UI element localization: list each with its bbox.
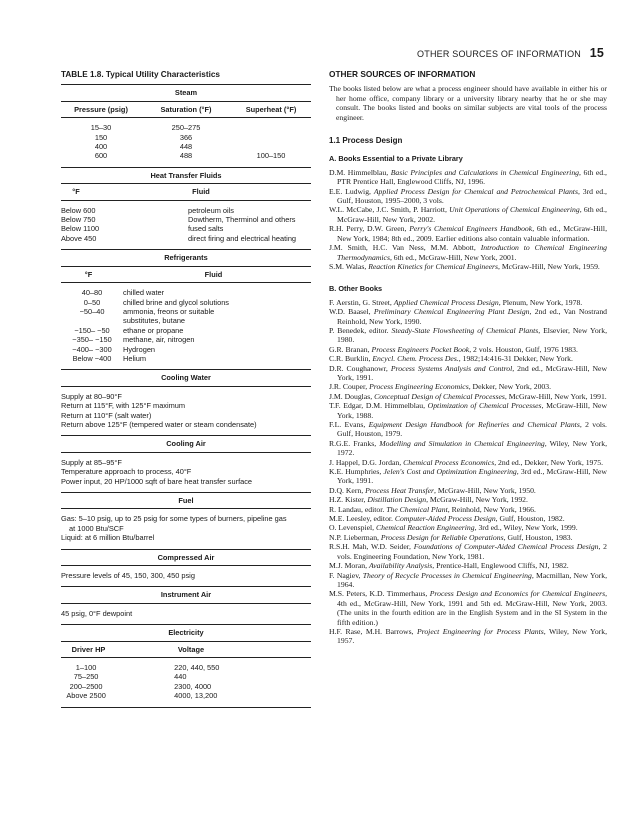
- table-cell: Below 1100: [61, 224, 100, 234]
- cooling-air-heading: Cooling Air: [61, 435, 311, 452]
- table-cell: [231, 133, 311, 142]
- reference-entry: O. Levenspiel, Chemical Reaction Engineering, 3rd ed., Wiley, New York, 1999.: [329, 523, 578, 533]
- reference-entry: J. Happel, D.G. Jordan, Chemical Process Economics, 2nd ed., Dekker, New York, 1975.: [329, 457, 603, 467]
- text-line: Temperature approach to process, 40°F: [61, 467, 192, 477]
- reference-entry: H.F. Rase, M.H. Barrows, Project Engineering for Process Plants, Wiley, New York, 1957.: [329, 626, 607, 646]
- table-row: [61, 672, 311, 681]
- group-a-heading: A. Books Essential to a Private Library: [329, 154, 463, 164]
- table-row: [61, 215, 311, 224]
- column-header: °F: [84, 269, 93, 279]
- text-line: Return at 110°F (salt water): [61, 410, 152, 420]
- table-cell: 0–50: [83, 297, 101, 307]
- reference-title: Foundations of Computer-Aided Chemical Process Design: [413, 542, 599, 552]
- reference-entry: M.E. Leesley, editor. Computer-Aided Process Design, Gulf, Houston, 1982.: [329, 514, 565, 524]
- instrument-air-heading: Instrument Air: [61, 586, 311, 603]
- text-line: Return above 125°F (tempered water or steam condensate): [61, 419, 257, 429]
- table-cell: chilled brine and glycol solutions: [123, 297, 229, 307]
- reference-title: Conceptual Design of Chemical Processes: [374, 391, 505, 401]
- table-row: [61, 142, 311, 151]
- cooling-air-lines: [61, 453, 311, 492]
- table-cell: fused salts: [188, 224, 224, 234]
- table-cell: −350– −150: [72, 335, 112, 345]
- table-cell: 220, 440, 550: [174, 663, 220, 673]
- running-header: [417, 46, 604, 60]
- reference-entry: N.P. Lieberman, Process Design for Reliable Operations, Gulf, Houston, 1983.: [329, 532, 573, 542]
- table-cell: Above 2500: [66, 691, 106, 701]
- reference-title: Process Design for Reliable Operations: [380, 532, 504, 542]
- steam-rows: [61, 118, 311, 167]
- table-cell: 1–100: [75, 663, 97, 673]
- text-line: at 1000 Btu/SCF: [69, 523, 124, 533]
- table-cell: Dowtherm, Therminol and others: [188, 215, 296, 225]
- reference-entry: D.M. Himmelblau, Basic Principles and Calculations in Chemical Engineering, 6th ed., PTR Prentice Hall, Englewood Cliffs, NJ, 1996.: [329, 167, 607, 187]
- section-heading: OTHER SOURCES OF INFORMATION: [329, 69, 476, 79]
- table-cell: ethane or propane: [123, 325, 184, 335]
- reference-title: Theory of Recycle Processes in Chemical Engineering: [362, 570, 532, 580]
- subsection-heading: 1.1 Process Design: [329, 136, 403, 146]
- reference-title: Process Heat Transfer: [365, 485, 434, 495]
- references-a: [329, 168, 607, 271]
- heat-transfer-fluids-heading: Heat Transfer Fluids: [61, 167, 311, 184]
- reference-entry: F. Nagiev, Theory of Recycle Processes in Chemical Engineering, Macmillan, New York, 1964.: [329, 570, 607, 589]
- text-line: Power input, 20 HP/1000 sqft of bare heat transfer surface: [61, 476, 253, 486]
- table-cell: −50–40: [79, 306, 105, 316]
- electricity-heading: Electricity: [61, 624, 311, 641]
- reference-entry: J.M. Douglas, Conceptual Design of Chemical Processes, McGraw-Hill, New York, 1991.: [329, 391, 607, 401]
- table-cell: [231, 123, 311, 132]
- reference-title: Process Design and Economics for Chemical Engineers: [429, 589, 606, 599]
- table-cell: direct firing and electrical heating: [188, 233, 297, 243]
- reference-entry: W.L. McCabe, J.C. Smith, P. Harriott, Unit Operations of Chemical Engineering, 6th ed., McGraw-Hill, New York, 2002.: [329, 205, 607, 224]
- table-cell: Below −400: [72, 353, 112, 363]
- table-row: [61, 307, 311, 326]
- table-cell: [231, 142, 311, 151]
- table-row: [61, 133, 311, 142]
- table-row: [61, 345, 311, 354]
- text-line: Supply at 80–90°F: [61, 391, 122, 401]
- compressed-air-lines: [61, 566, 311, 586]
- reference-entry: W.D. Baasel, Preliminary Chemical Engineering Plant Design, 2nd ed., Van Nostrand Reinhold, New York, 1990.: [329, 307, 608, 326]
- table-cell: −150– −50: [74, 325, 110, 335]
- table-cell: Above 450: [61, 233, 97, 243]
- reference-title: Availability Analysis: [368, 561, 433, 571]
- cooling-water-lines: [61, 387, 311, 436]
- htf-column-headers: [61, 184, 311, 200]
- table-cell: 600: [94, 151, 108, 161]
- table-row: [61, 288, 311, 297]
- column-header: Voltage: [177, 644, 205, 654]
- reference-entry: R. Landau, editor. The Chemical Plant, Reinhold, New York, 1966.: [329, 504, 536, 514]
- reference-title: Applied Chemical Process Design: [393, 297, 499, 307]
- table-cell: Below 600: [61, 205, 96, 215]
- reference-title: Reaction Kinetics for Chemical Engineers: [368, 261, 498, 271]
- reference-title: Computer-Aided Process Design: [394, 514, 496, 524]
- table-cell: Helium: [123, 353, 146, 363]
- refrigerants-heading: Refrigerants: [61, 249, 311, 266]
- table-row: [61, 123, 311, 132]
- reference-entry: R.G.E. Franks, Modelling and Simulation in Chemical Engineering, Wiley, New York, 1972.: [329, 438, 607, 458]
- reference-title: Applied Process Design for Chemical and Petrochemical Plants: [373, 186, 578, 196]
- refrigerant-column-headers: [61, 267, 311, 283]
- table-cell: 250–275: [171, 123, 201, 133]
- table-cell: methane, air, nitrogen: [123, 335, 195, 345]
- table-row: [61, 354, 311, 363]
- reference-title: Steady-State Flowsheeting of Chemical Plants: [391, 325, 539, 335]
- reference-title: Optimization of Chemical Processes: [427, 401, 542, 411]
- group-b-heading: B. Other Books: [329, 284, 383, 294]
- compressed-air-heading: Compressed Air: [61, 549, 311, 566]
- text-line: 45 psig, 0°F dewpoint: [61, 608, 133, 618]
- text-line: Supply at 85–95°F: [61, 457, 122, 467]
- table-row: [61, 224, 311, 233]
- reference-entry: R.S.H. Mah, W.D. Seider, Foundations of Computer-Aided Chemical Process Design, 2 vols. Engineering Foundation, New York, 1981.: [329, 542, 608, 561]
- column-header: Pressure (psig): [74, 104, 128, 114]
- refrigerant-rows: [61, 283, 311, 369]
- electricity-rows: [61, 658, 311, 708]
- table-cell: 40–80: [81, 288, 103, 298]
- reference-entry: R.H. Perry, D.W. Green, Perry's Chemical Engineers Handbook, 6th ed., McGraw-Hill, New York, 1984; 8th ed., 2009. Earlier editions also contain valuable information.: [329, 224, 607, 243]
- table-cell: 366: [179, 132, 193, 142]
- reference-title: Preliminary Chemical Engineering Plant Design: [373, 307, 530, 317]
- utility-table: [61, 70, 311, 708]
- reference-title: Equipment Design Handbook for Refineries and Chemical Plants: [368, 420, 580, 429]
- reference-entry: G.R. Branan, Process Engineers Pocket Book, 2 vols. Houston, Gulf, 1976 1983.: [329, 344, 578, 354]
- table-row: [61, 234, 311, 243]
- table-row: [61, 691, 311, 700]
- column-header: Superheat (°F): [245, 104, 297, 114]
- reference-entry: T.F. Edgar, D.M. Himmelblau, Optimization of Chemical Processes, McGraw-Hill, New York, 1988.: [329, 401, 607, 420]
- reference-entry: S.M. Walas, Reaction Kinetics for Chemical Engineers, McGraw-Hill, New York, 1959.: [329, 261, 600, 271]
- text-line: Liquid: at 6 million Btu/barrel: [61, 533, 155, 543]
- table-row: [61, 663, 311, 672]
- references-b: [329, 298, 607, 646]
- reference-entry: H.Z. Kister, Distillation Design, McGraw-Hill, New York, 1992.: [329, 495, 528, 505]
- steam-heading: Steam: [61, 84, 311, 101]
- reference-entry: F.L. Evans, Equipment Design Handbook for Refineries and Chemical Plants, 2 vols. Gulf, Houston, 1979.: [329, 420, 607, 439]
- table-row: [61, 206, 311, 215]
- column-header: Fluid: [204, 269, 223, 279]
- reference-entry: C.R. Burklin, Encycl. Chem. Process Des., 1982;14:416-31 Dekker, New York.: [329, 354, 573, 364]
- reference-title: Project Engineering for Process Plants: [416, 626, 544, 636]
- table-cell: ammonia, freons or suitable substitutes, butane: [123, 306, 215, 326]
- table-row: [61, 151, 311, 160]
- reference-title: The Chemical Plant: [386, 504, 448, 514]
- reference-title: Process Systems Analysis and Control: [390, 363, 513, 373]
- table-cell: −400– −300: [72, 344, 112, 354]
- table-title: TABLE 1.8. Typical Utility Characteristics: [61, 70, 220, 79]
- table-cell: 4000, 13,200: [174, 691, 218, 701]
- reference-title: Distillation Design: [367, 495, 427, 505]
- running-title: OTHER SOURCES OF INFORMATION: [417, 49, 581, 59]
- reference-title: Chemical Process Economics: [403, 457, 495, 467]
- reference-title: Modelling and Simulation in Chemical Engineering: [379, 438, 545, 448]
- table-cell: Below 750: [61, 215, 96, 225]
- column-header: Fluid: [192, 187, 210, 197]
- reference-entry: D.Q. Kern, Process Heat Transfer, McGraw-Hill, New York, 1950.: [329, 485, 536, 495]
- reference-entry: J.M. Smith, H.C. Van Ness, M.M. Abbott, Introduction to Chemical Engineering Thermodynamics, 6th ed., McGraw-Hill, New York, 2001.: [329, 243, 608, 262]
- table-cell: 200–2500: [69, 681, 103, 691]
- table-row: [61, 335, 311, 344]
- fuel-heading: Fuel: [61, 492, 311, 509]
- column-header: °F: [72, 187, 80, 197]
- table-cell: 448: [179, 142, 193, 152]
- reference-entry: J.R. Couper, Process Engineering Economics, Dekker, New York, 2003.: [329, 382, 552, 392]
- table-cell: 100–150: [256, 151, 286, 161]
- reference-title: Process Engineering Economics: [369, 382, 469, 392]
- htf-rows: [61, 201, 311, 250]
- column-header: Driver HP: [71, 644, 106, 654]
- reference-title: Unit Operations of Chemical Engineering: [449, 205, 580, 215]
- intro-paragraph: The books listed below are what a process engineer should have available in either his or her home office, company library or a university library nearby that he or she may consult. The books listed and books on similar subjects are vital tools of the process engineer.: [329, 84, 607, 122]
- table-cell: 440: [174, 672, 187, 682]
- table-row: [61, 326, 311, 335]
- table-cell: Hydrogen: [123, 344, 156, 354]
- table-cell: petroleum oils: [188, 205, 235, 215]
- text-line: Pressure levels of 45, 150, 300, 450 psig: [61, 571, 195, 581]
- reference-title: Encycl. Chem. Process Des.: [372, 354, 459, 364]
- table-cell: 400: [94, 142, 108, 152]
- reference-entry: E.E. Ludwig, Applied Process Design for Chemical and Petrochemical Plants, 3rd ed., Gulf, Houston, 1995–2000, 3 vols.: [329, 186, 607, 206]
- table-cell: 488: [179, 151, 193, 161]
- reference-title: Introduction to Chemical Engineering Thermodynamics: [337, 243, 608, 262]
- table-cell: chilled water: [123, 288, 165, 298]
- reference-title: Chemical Reaction Engineering: [375, 523, 475, 533]
- text-line: Return at 115°F, with 125°F maximum: [61, 401, 186, 411]
- reference-entry: K.E. Humphries, Jelen's Cost and Optimization Engineering, 3rd ed., McGraw-Hill, New York, 1991.: [329, 467, 607, 486]
- table-cell: 15–30: [90, 123, 112, 133]
- reference-entry: M.S. Peters, K.D. Timmerhaus, Process Design and Economics for Chemical Engineers, 4th ed., McGraw-Hill, New York, 1991 and 5th ed. McGraw-Hill, New York, 2003. (The units in the fourth edition are in the English System and in the SI System in the fifth edition.): [329, 589, 607, 627]
- table-row: [61, 298, 311, 307]
- reference-entry: D.R. Coughanowr, Process Systems Analysis and Control, 2nd ed., McGraw-Hill, New York, 1991.: [329, 363, 607, 382]
- reference-title: Basic Principles and Calculations in Chemical Engineering: [390, 167, 580, 177]
- reference-title: Jelen's Cost and Optimization Engineering: [383, 467, 517, 477]
- cooling-water-heading: Cooling Water: [61, 369, 311, 386]
- reference-entry: F. Aerstin, G. Street, Applied Chemical Process Design, Plenum, New York, 1978.: [329, 297, 583, 307]
- fuel-lines: [61, 509, 311, 548]
- table-cell: 75–250: [73, 672, 99, 682]
- electricity-column-headers: [61, 642, 311, 658]
- steam-column-headers: [61, 102, 311, 118]
- column-header: Saturation (°F): [160, 104, 212, 114]
- table-cell: 150: [94, 132, 108, 142]
- reference-entry: M.J. Moran, Availability Analysis, Prentice-Hall, Englewood Cliffs, NJ, 1982.: [329, 561, 569, 571]
- reference-title: Process Engineers Pocket Book: [371, 344, 470, 354]
- reference-entry: P. Benedek, editor. Steady-State Flowsheeting of Chemical Plants, Elsevier, New York, 1980.: [329, 325, 608, 345]
- table-row: [61, 682, 311, 691]
- page-number: 15: [589, 46, 604, 60]
- table-cell: 2300, 4000: [174, 681, 212, 691]
- reference-title: Perry's Chemical Engineers Handbook: [409, 224, 533, 234]
- text-line: Gas: 5–10 psig, up to 25 psig for some types of burners, pipeline gas: [61, 514, 287, 524]
- instrument-air-lines: [61, 604, 311, 624]
- other-sources-section: [329, 70, 607, 646]
